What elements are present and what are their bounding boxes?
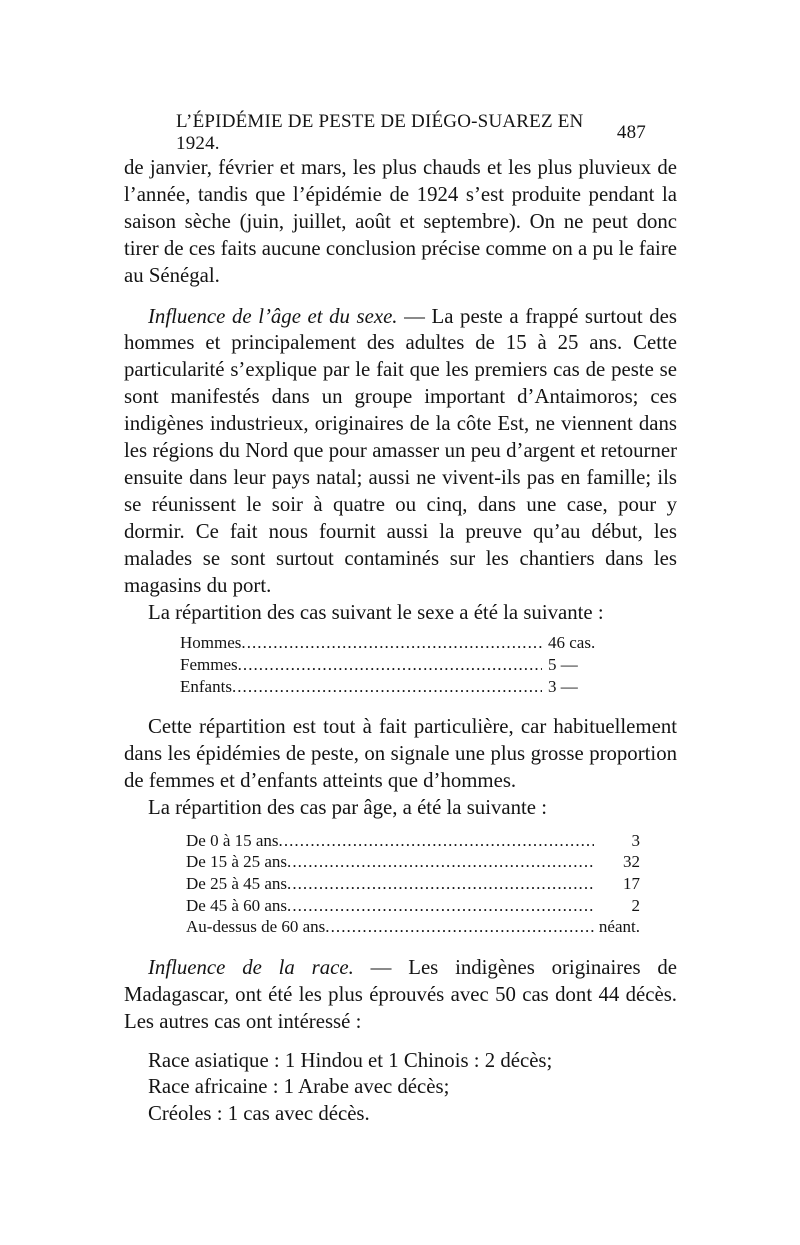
age-distribution-table — [186, 830, 640, 938]
table-row — [186, 830, 640, 852]
row-value: 32 — [623, 852, 640, 872]
row-label: De 0 à 15 ans — [186, 830, 279, 850]
table-row — [186, 873, 640, 895]
page-header — [176, 111, 646, 154]
row-value: 3 — [631, 830, 640, 850]
page-body — [124, 155, 677, 1128]
paragraph-race — [124, 955, 677, 1036]
race-case-list — [124, 1048, 677, 1129]
paragraph-race-body: — Les indigènes originaires de Madagascar, ont été les plus éprouvés avec 50 cas dont 44 décès. Les autres cas ont intéressé : — [124, 955, 677, 1033]
row-label: Au-dessus de 60 ans — [186, 917, 326, 937]
table-row — [180, 676, 620, 698]
list-item: Race africaine : 1 Arabe avec décès; — [148, 1075, 450, 1099]
list-item: Créoles : 1 cas avec décès. — [148, 1102, 370, 1126]
paragraph-distribution-comment: Cette répartition est tout à fait particulière, car habituellement dans les épidémies de peste, on signale une plus grosse proportion de femmes et d’enfants atteints que d’hommes. — [124, 715, 677, 792]
list-item: Race asiatique : 1 Hindou et 1 Chinois : 2 décès; — [148, 1048, 553, 1072]
section-heading-race: Influence de la race. — [148, 955, 354, 979]
sex-distribution-table — [180, 632, 620, 697]
section-heading-age-sex: Influence de l’âge et du sexe. — [148, 304, 398, 328]
running-title: L’ÉPIDÉMIE DE PESTE DE DIÉGO-SUAREZ EN 1924. — [176, 111, 584, 154]
table-row — [180, 632, 620, 654]
table-row — [186, 895, 640, 917]
paragraph-age-sex — [124, 304, 677, 600]
row-value: 5 — — [548, 655, 578, 674]
table-row — [186, 851, 640, 873]
row-value: 3 — — [548, 676, 578, 696]
row-label: Femmes — [180, 655, 238, 674]
table-row — [186, 916, 640, 938]
paragraph-sex-intro: La répartition des cas suivant le sexe a été la suivante : — [148, 600, 604, 624]
paragraph-continuation: de janvier, février et mars, les plus chauds et les plus pluvieux de l’année, tandis que l’épidémie de 1924 s’est produite pendant la saison sèche (juin, juillet, août et septembre). On ne peut donc tirer de ces faits aucune conclusion précise comme on a pu le faire au Sénégal. — [124, 156, 677, 287]
row-value: 17 — [623, 874, 640, 893]
page-number: 487 — [616, 122, 646, 143]
row-label: Hommes — [180, 633, 242, 653]
row-value: 2 — [631, 895, 640, 915]
row-label: De 25 à 45 ans — [186, 874, 288, 893]
row-label: De 15 à 25 ans — [186, 852, 288, 872]
row-value: 46 cas. — [548, 633, 596, 653]
paragraph-age-sex-body: — La peste a frappé surtout des hommes et principalement des adultes de 15 à 25 ans. Cette particularité s’explique par le fait que les premiers cas de peste se sont manifestés dans un groupe important d’Antaimoros; ces indigènes industrieux, originaires de la côte Est, ne viennent dans les régions du Nord que pour amasser un peu d’argent et retourner ensuite dans leur pays natal; aussi ne vivent-ils pas en famille; ils se réunissent le soir à quatre ou cinq, dans une case, pour y dormir. Ce fait nous fournit aussi la preuve qu’au début, les malades se sont surtout contaminés sur les chantiers dans les magasins du port. — [124, 304, 677, 597]
table-row — [180, 654, 620, 676]
row-label: Enfants — [180, 676, 232, 696]
row-label: De 45 à 60 ans — [186, 895, 288, 915]
paragraph-age-intro: La répartition des cas par âge, a été la suivante : — [148, 795, 547, 819]
row-value: néant. — [598, 917, 640, 937]
